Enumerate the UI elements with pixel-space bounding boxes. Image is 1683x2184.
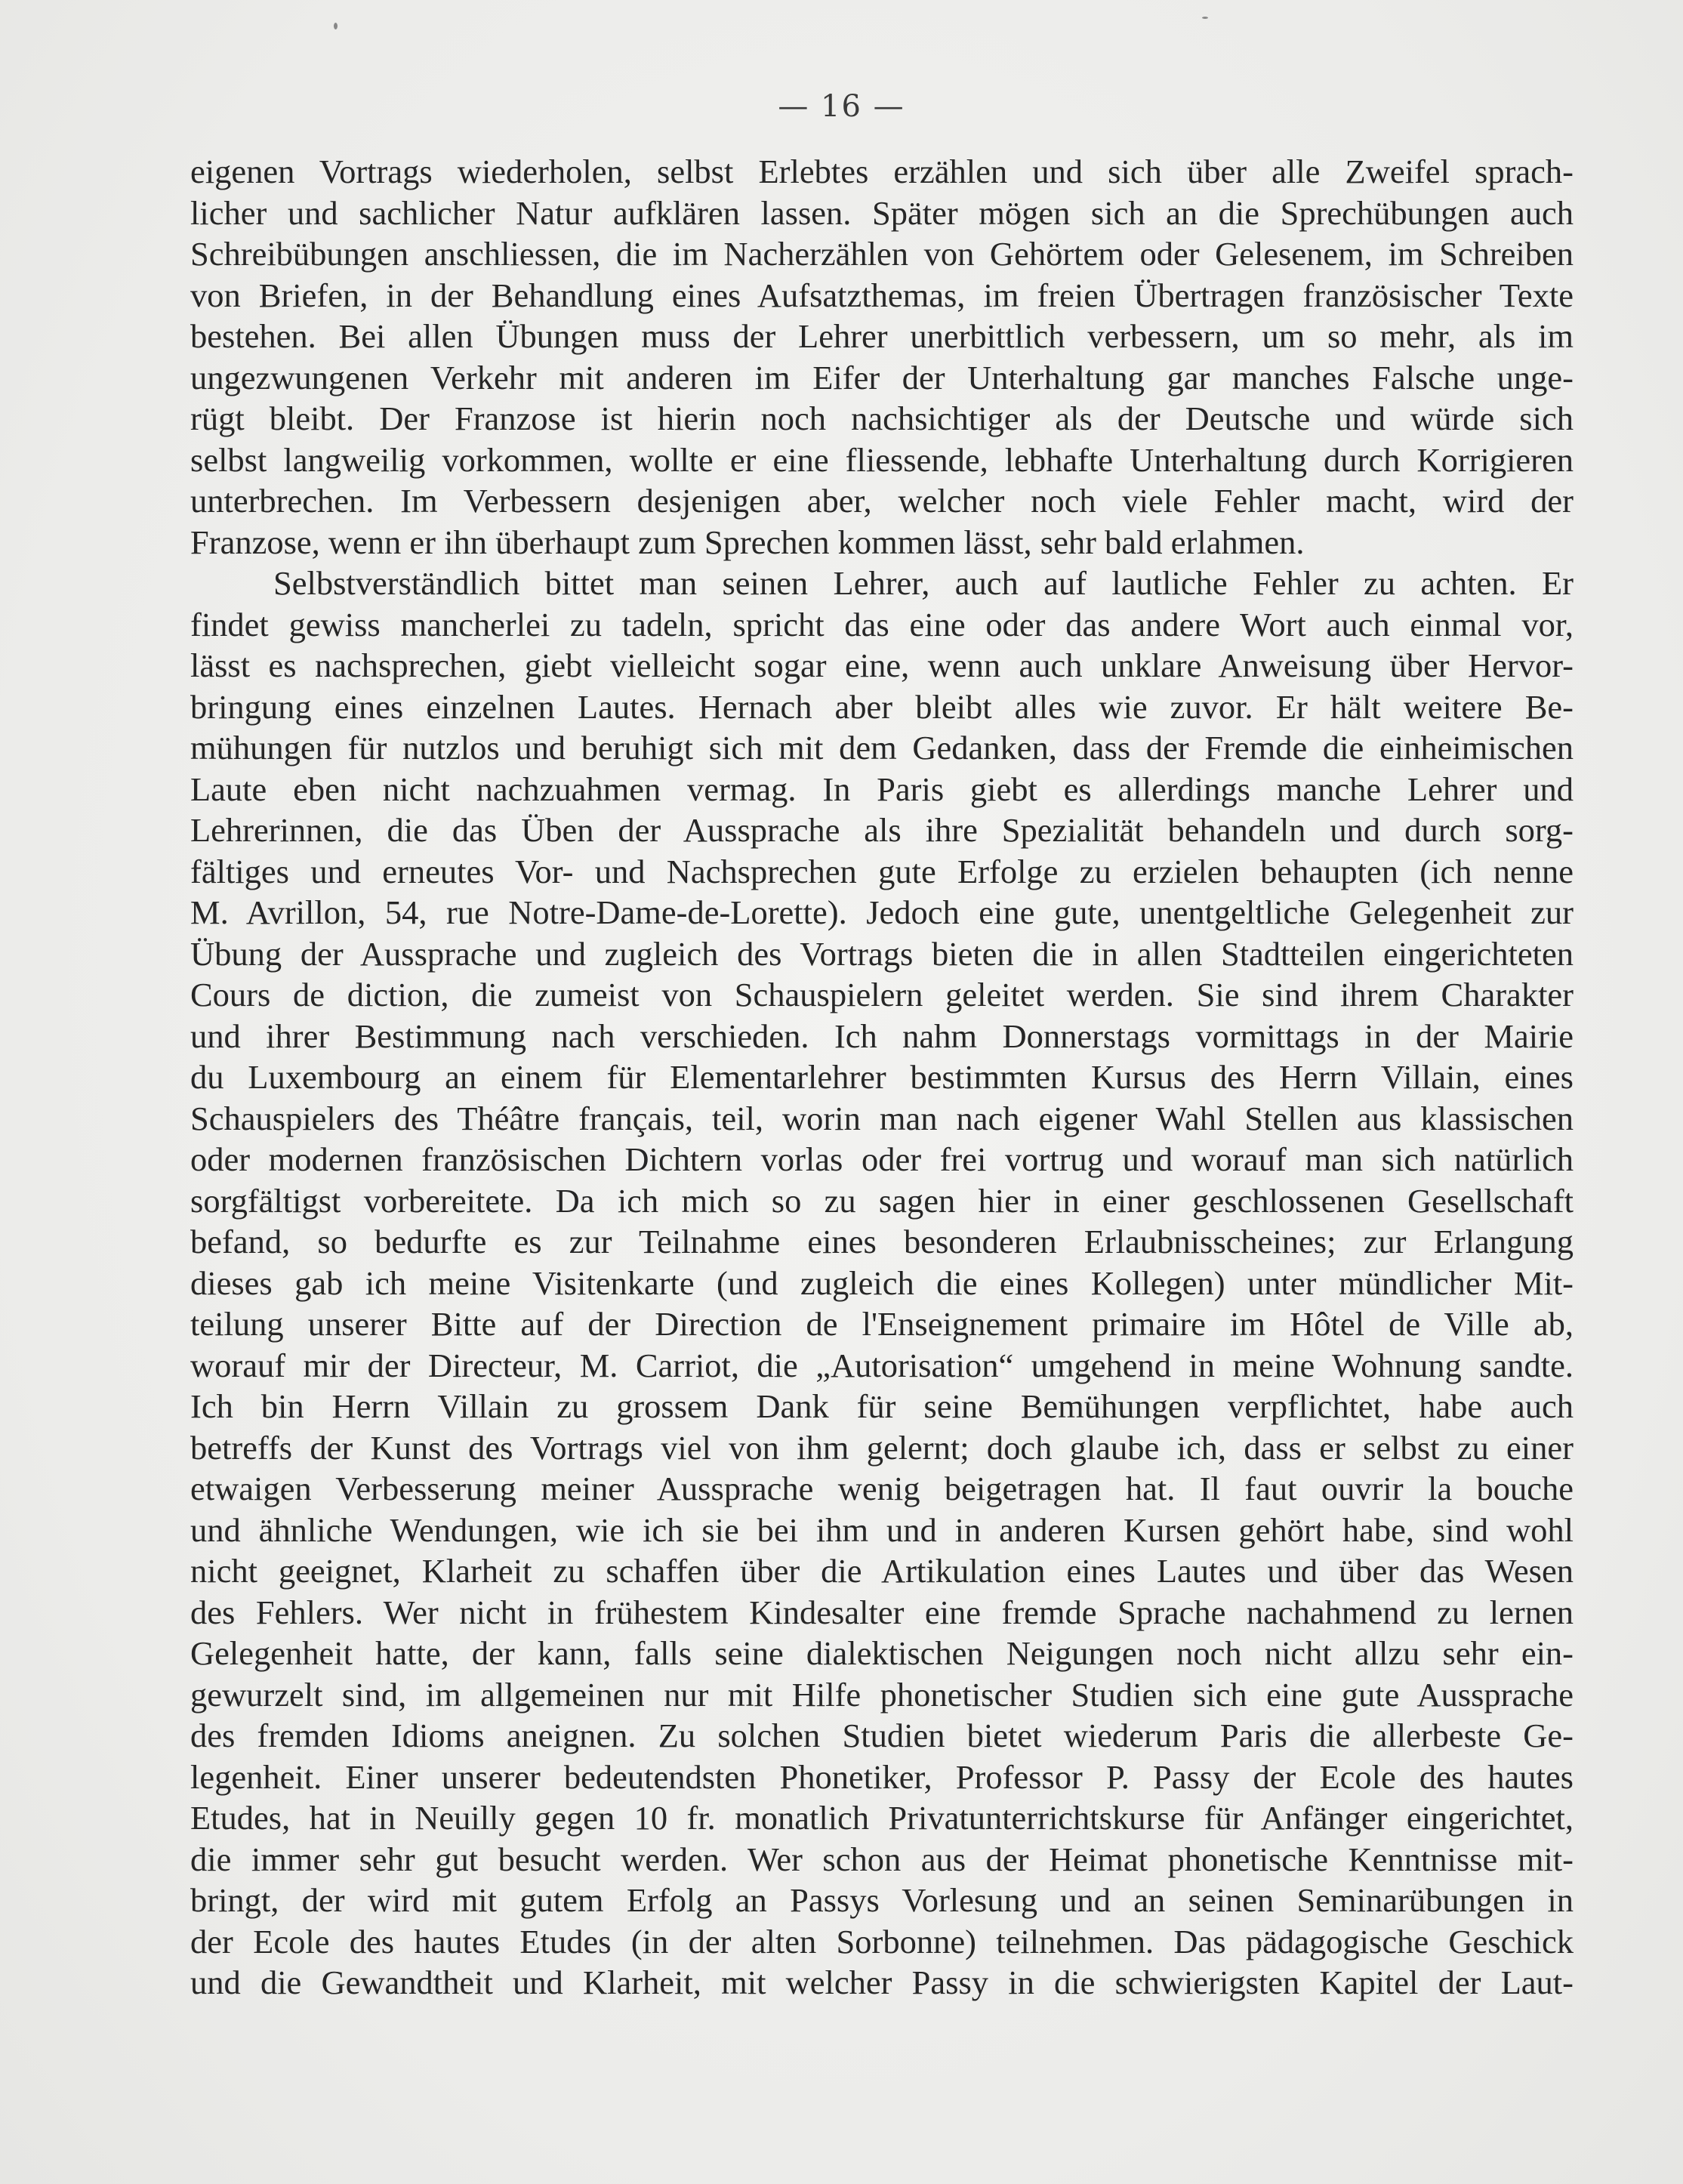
text-line: bringung eines einzelnen Lautes. Hernach aber bleibt alles wie zuvor. Er hält weitere Be- [190,687,1574,726]
text-line: Gelegenheit hatte, der kann, falls seine dialektischen Neigungen noch nicht allzu sehr ein- [190,1634,1574,1672]
text-line: eigenen Vortrags wiederholen, selbst Erlebtes erzählen und sich über alle Zweifel sprach- [190,153,1574,190]
scan-speck [334,23,338,29]
text-line: oder modernen französischen Dichtern vorlas oder frei vortrug und worauf man sich natürlich [190,1140,1574,1178]
text-line: sorgfältigst vorbereitete. Da ich mich so zu sagen hier in einer geschlossenen Gesellschaft [190,1181,1574,1220]
text-line: bestehen. Bei allen Übungen muss der Lehrer unerbittlich verbessern, um so mehr, als im [190,317,1574,355]
text-line: die immer sehr gut besucht werden. Wer schon aus der Heimat phonetische Kenntnisse mit- [190,1840,1574,1878]
text-line: Laute eben nicht nachzuahmen vermag. In Paris giebt es allerdings manche Lehrer und [190,770,1574,808]
text-line: fältiges und erneutes Vor- und Nachsprechen gute Erfolge zu erzielen behaupten (ich nenne [190,852,1574,890]
text-line: Schauspielers des Théâtre français, teil, worin man nach eigener Wahl Stellen aus klassischen [190,1099,1574,1137]
text-line: legenheit. Einer unserer bedeutendsten Phonetiker, Professor P. Passy der Ecole des hautes [190,1757,1574,1796]
text-line: du Luxembourg an einem für Elementarlehrer bestimmten Kursus des Herrn Villain, eines [190,1058,1574,1096]
text-line: lässt es nachsprechen, giebt vielleicht sogar eine, wenn auch unklare Anweisung über Hervor- [190,646,1574,684]
text-line: Etudes, hat in Neuilly gegen 10 fr. monatlich Privatunterrichtskurse für Anfänger eingerichtet, [190,1799,1574,1837]
text-line: etwaigen Verbesserung meiner Aussprache wenig beigetragen hat. Il faut ouvrir la bouche [190,1470,1574,1507]
paragraph-start-line: Selbstverständlich bittet man seinen Lehrer, auch auf lautliche Fehler zu achten. Er [273,564,1574,602]
text-line: Übung der Aussprache und zugleich des Vortrags bieten die in allen Stadtteilen eingerichteten [190,934,1574,973]
text-line: Ich bin Herrn Villain zu grossem Dank für seine Bemühungen verpflichtet, habe auch [190,1387,1574,1425]
text-line: der Ecole des hautes Etudes (in der alten Sorbonne) teilnehmen. Das pädagogische Geschick [190,1922,1574,1960]
text-line: befand, so bedurfte es zur Teilnahme eines besonderen Erlaubnisscheines; zur Erlangung [190,1223,1574,1260]
text-line: betreffs der Kunst des Vortrags viel von ihm gelernt; doch glaube ich, dass er selbst zu einer [190,1428,1574,1467]
text-line: und ihrer Bestimmung nach verschieden. Ich nahm Donnerstags vormittags in der Mairie [190,1016,1574,1055]
text-line: ungezwungenen Verkehr mit anderen im Eifer der Unterhaltung gar manches Falsche unge- [190,358,1574,396]
text-line: dieses gab ich meine Visitenkarte (und zugleich die eines Kollegen) unter mündlicher Mit- [190,1263,1574,1302]
scan-speck [1202,17,1208,19]
text-line: des Fehlers. Wer nicht in frühestem Kindesalter eine fremde Sprache nachahmend zu lernen [190,1593,1574,1631]
text-line: von Briefen, in der Behandlung eines Aufsatzthemas, im freien Übertragen französischer Texte [190,276,1574,314]
text-line: gewurzelt sind, im allgemeinen nur mit Hilfe phonetischer Studien sich eine gute Aussprache [190,1675,1574,1714]
text-line: M. Avrillon, 54, rue Notre-Dame-de-Lorette). Jedoch eine gute, unentgeltliche Gelegenheit zur [190,893,1574,931]
body-text [190,151,1574,2004]
text-line: findet gewiss mancherlei zu tadeln, spricht das eine oder das andere Wort auch einmal vor, [190,605,1574,643]
text-line: Schreibübungen anschliessen, die im Nacherzählen von Gehörtem oder Gelesenem, im Schreiben [190,235,1574,273]
text-line: mühungen für nutzlos und beruhigt sich mit dem Gedanken, dass der Fremde die einheimischen [190,729,1574,767]
text-line: und ähnliche Wendungen, wie ich sie bei ihm und in anderen Kursen gehört habe, sind wohl [190,1510,1574,1549]
text-line: selbst langweilig vorkommen, wollte er eine fliessende, lebhafte Unterhaltung durch Korrigieren [190,440,1574,479]
text-line: unterbrechen. Im Verbessern desjenigen aber, welcher noch viele Fehler macht, wird der [190,482,1574,520]
text-line: Cours de diction, die zumeist von Schauspielern geleitet werden. Sie sind ihrem Charakter [190,976,1574,1013]
paragraph-end-line: Franzose, wenn er ihn überhaupt zum Sprechen kommen lässt, sehr bald erlahmen. [190,523,1305,561]
text-line: bringt, der wird mit gutem Erfolg an Passys Vorlesung und an seinen Seminarübungen in [190,1881,1574,1919]
page-number: — 16 — [778,89,905,124]
text-line: und die Gewandtheit und Klarheit, mit welcher Passy in die schwierigsten Kapitel der Laut- [190,1963,1574,2001]
text-line: rügt bleibt. Der Franzose ist hierin noch nachsichtiger als der Deutsche und würde sich [190,399,1574,437]
text-line: worauf mir der Directeur, M. Carriot, die „Autorisation“ umgehend in meine Wohnung sandte. [190,1346,1574,1384]
text-line: des fremden Idioms aneignen. Zu solchen Studien bietet wiederum Paris die allerbeste Ge- [190,1717,1574,1754]
text-line: Lehrerinnen, die das Üben der Aussprache als ihre Spezialität behandeln und durch sorg- [190,811,1574,849]
text-line: licher und sachlicher Natur aufklären lassen. Später mögen sich an die Sprechübungen auch [190,193,1574,232]
text-line: nicht geeignet, Klarheit zu schaffen über die Artikulation eines Lautes und über das Wesen [190,1552,1574,1590]
text-line: teilung unserer Bitte auf der Direction de l'Enseignement primaire im Hôtel de Ville ab, [190,1305,1574,1343]
